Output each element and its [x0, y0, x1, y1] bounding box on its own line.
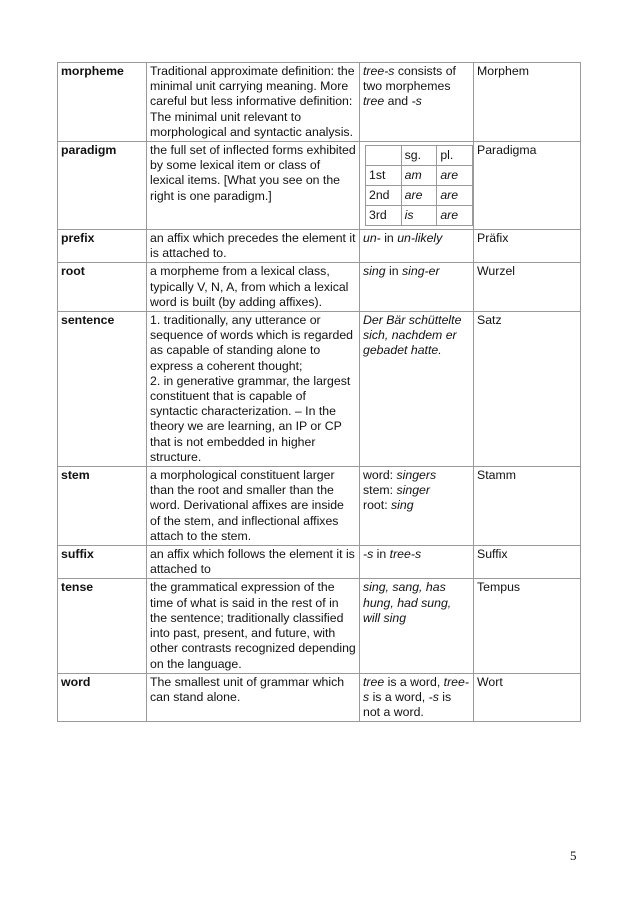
paradigm-cell: 2nd: [366, 186, 402, 206]
example-cell: [360, 312, 474, 467]
paradigm-cell: am: [401, 166, 437, 186]
glossary-table: [57, 62, 581, 722]
example-cell: [360, 579, 474, 673]
definition-cell: the grammatical expression of the time of what is said in the rest of in the sentence; traditionally classified into past, present, and future, with other contrasts recognized depending on the language.: [147, 579, 360, 673]
paradigm-table: [365, 145, 473, 226]
example-segment: sing: [391, 498, 414, 513]
example-segment: sing: [363, 264, 386, 279]
example-segment: tree-s: [363, 64, 395, 78]
example-segment: is not a word.: [363, 689, 452, 720]
paradigm-cell: are: [437, 186, 473, 206]
table-row: [58, 263, 581, 312]
example-segment: tree: [363, 94, 385, 109]
paradigm-cell: is: [401, 206, 437, 226]
paradigm-cell: are: [437, 166, 473, 186]
example-cell: [360, 230, 474, 263]
term-cell: suffix: [58, 546, 147, 579]
page-number: 5: [570, 848, 577, 863]
paradigm-cell: are: [401, 186, 437, 206]
german-cell: Präfix: [474, 230, 581, 263]
table-row: [58, 312, 581, 467]
table-row: [58, 673, 581, 722]
example-cell: [360, 673, 474, 722]
example-segment: in: [373, 547, 390, 562]
paradigm-header-row: [366, 146, 473, 166]
paradigm-cell: [366, 146, 402, 166]
example-segment: sing, sang, has hung, had sung, will sing: [363, 580, 452, 625]
term-cell: sentence: [58, 312, 147, 467]
example-segment: and: [384, 94, 412, 109]
german-cell: Paradigma: [474, 142, 581, 230]
table-row: [58, 546, 581, 579]
example-segment: word:: [363, 468, 397, 483]
definition-line: 1. traditionally, any utterance or sequence of words which is regarded as capable of standing alone to express a coherent thought;: [150, 313, 354, 373]
example-segment: consists of two morphemes: [363, 64, 456, 94]
example-segment: tree: [363, 674, 385, 689]
example-line: [363, 468, 470, 483]
definition-line: 2. in generative grammar, the largest constituent that is capable of syntactic characterization. – In the theory we are learning, an IP or CP that is not embedded in higher structure.: [150, 373, 351, 464]
german-cell: Wurzel: [474, 263, 581, 312]
definition-cell: Traditional approximate definition: the minimal unit carrying meaning. More careful but less informative definition: The minimal unit relevant to morphological and syntactic analysis.: [147, 63, 360, 142]
example-segment: is a word,: [369, 689, 429, 704]
term-cell: paradigm: [58, 142, 147, 230]
paradigm-cell: are: [437, 206, 473, 226]
german-cell: Wort: [474, 673, 581, 722]
term-cell: tense: [58, 579, 147, 673]
definition-cell: The smallest unit of grammar which can stand alone.: [147, 673, 360, 722]
example-segment: un-: [363, 231, 381, 246]
example-segment: root:: [363, 498, 392, 513]
example-cell: [360, 546, 474, 579]
table-row: [58, 579, 581, 673]
table-row: [58, 467, 581, 546]
term-cell: morpheme: [58, 63, 147, 142]
german-cell: Morphem: [474, 63, 581, 142]
definition-cell: a morphological constituent larger than the root and smaller than the word. Derivational affixes are inside of the stem, and inflectional affixes attach to the stem.: [147, 467, 360, 546]
example-segment: singers: [396, 468, 437, 483]
term-cell: word: [58, 673, 147, 722]
example-cell: [360, 263, 474, 312]
german-cell: Suffix: [474, 546, 581, 579]
term-cell: stem: [58, 467, 147, 546]
example-cell: [360, 63, 474, 142]
definition-cell: [147, 312, 360, 467]
term-cell: root: [58, 263, 147, 312]
example-segment: in: [385, 264, 402, 279]
term-cell: prefix: [58, 230, 147, 263]
definition-cell: an affix which follows the element it is attached to: [147, 546, 360, 579]
definition-cell: the full set of inflected forms exhibited by some lexical item or class of lexical items. [What you see on the right is one paradigm.]: [147, 142, 360, 230]
example-cell: [360, 467, 474, 546]
example-segment: -s: [411, 94, 422, 109]
paradigm-row: [366, 166, 473, 186]
definition-cell: a morpheme from a lexical class, typically V, N, A, from which a lexical word is built (by adding affixes).: [147, 263, 360, 312]
example-segment: sing-er: [401, 264, 440, 279]
paradigm-cell: 1st: [366, 166, 402, 186]
example-segment: Der Bär schüttelte sich, nachdem er gebadet hatte.: [363, 313, 462, 358]
table-row: [58, 63, 581, 142]
example-segment: tree-s: [363, 674, 469, 704]
german-cell: Satz: [474, 312, 581, 467]
example-segment: singer: [396, 483, 430, 498]
german-cell: Tempus: [474, 579, 581, 673]
paradigm-row: [366, 186, 473, 206]
example-segment: in: [380, 231, 398, 246]
table-row: [58, 142, 581, 230]
table-row: [58, 230, 581, 263]
example-segment: -s: [428, 689, 439, 704]
definition-cell: an affix which precedes the element it is attached to.: [147, 230, 360, 263]
paradigm-cell: sg.: [401, 146, 437, 166]
example-line: [363, 498, 470, 513]
paradigm-cell: pl.: [437, 146, 473, 166]
paradigm-row: [366, 206, 473, 226]
example-segment: tree-s: [389, 547, 422, 562]
example-segment: un-likely: [397, 231, 443, 246]
example-segment: -s: [363, 547, 374, 562]
example-segment: stem:: [363, 483, 397, 498]
example-line: [363, 483, 470, 498]
example-segment: is a word,: [384, 674, 444, 689]
example-cell: [360, 142, 474, 230]
german-cell: Stamm: [474, 467, 581, 546]
paradigm-cell: 3rd: [366, 206, 402, 226]
